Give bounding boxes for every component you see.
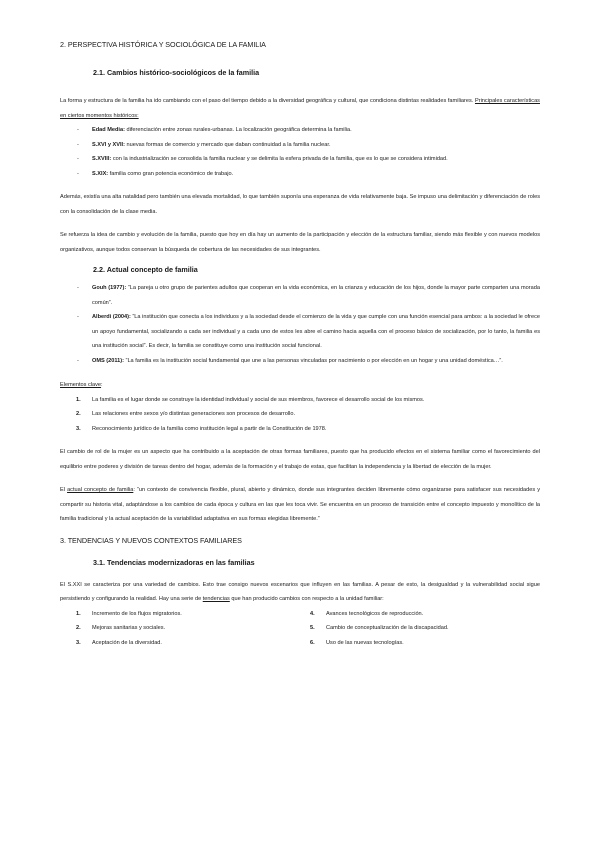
list-item <box>60 167 540 182</box>
item-label: S.XVIII: <box>92 156 112 162</box>
item-number: 2. <box>76 411 81 417</box>
item-number: 1. <box>76 610 81 617</box>
list-item <box>300 607 540 622</box>
item-text: familia como gran potencia económico de trabajo. <box>108 170 234 177</box>
list-item <box>60 152 540 167</box>
definition-author: Alberdi (2004): <box>92 314 131 320</box>
item-text: Las relaciones entre sexos y/o distintas generaciones son procesos de desarrollo. <box>92 411 296 417</box>
trends-post: que han producido cambios con respecto a la unidad familiar: <box>229 596 384 602</box>
item-label: S.XIX: <box>92 170 109 177</box>
item-label: Edad Media: <box>92 127 125 133</box>
list-item <box>60 422 540 437</box>
key-elements-label: Elementos clave <box>60 382 102 388</box>
definition-item <box>60 281 540 310</box>
subsection-2-2-title: 2.2. Actual concepto de familia <box>93 265 198 274</box>
trends-list-right <box>300 607 540 651</box>
list-item <box>60 123 540 138</box>
definition-text: “La familia es la institución social fundamental que une a las personas vinculadas por nacimiento o por elección en un hogar y una unidad doméstica…”. <box>124 357 503 364</box>
item-text: nuevas formas de comercio y mercado que daban continuidad a la familia nuclear. <box>124 141 331 148</box>
natality-paragraph: Además, existía una alta natalidad pero también una elevada mortalidad, lo que también suponía una esperanza de vida relativamente baja. Se impuso una delimitación y diferenciación de roles con la consolidación de la clase media. <box>60 194 540 215</box>
list-item <box>60 407 540 422</box>
list-item <box>60 138 540 153</box>
intro-text: La forma y estructura de la familia ha ido cambiando con el paso del tiempo debido a la diversidad geográfica y cultural, que condiciona distintas realidades familiares. <box>60 98 475 104</box>
current-concept-label: actual concepto de familia <box>67 487 134 493</box>
item-text: Uso de las nuevas tecnologías. <box>326 639 404 646</box>
item-text: Reconocimiento jurídico de la familia como institución legal a partir de la Constitución de 1978. <box>92 425 327 432</box>
item-text: Incremento de los flujos migratorios. <box>92 610 182 617</box>
item-number: 3. <box>76 639 81 646</box>
definition-text: “La institución que conecta a los individuos y a la sociedad desde el comienzo de la vida y que cumple con una función esencial para ambos: a la sociedad le ofrece un apoyo fundamental, socializando a cada ser individual y a cada uno de estos les abre el camino hacia aquella con el proceso básico de socialización, por lo tanto, la familia es una institución social”. Es decir, la familia se constituye como una institución social funcional. <box>92 314 540 349</box>
trends-label: tendencias <box>202 596 230 602</box>
definition-item <box>60 310 540 354</box>
definition-item <box>60 354 540 369</box>
item-text: Mejoras sanitarias y sociales. <box>92 625 166 631</box>
list-item <box>60 621 300 636</box>
subsection-3-1-title: 3.1. Tendencias modernizadoras en las familias <box>93 557 255 567</box>
trends-paragraph <box>60 578 540 607</box>
key-elements-heading <box>60 378 540 393</box>
list-item <box>300 621 540 636</box>
item-text: diferenciación entre zonas rurales-urbanas. La localización geográfica determina la familia. <box>124 127 352 133</box>
item-number: 1. <box>76 396 81 403</box>
definition-author: Gouh (1977): <box>92 285 127 291</box>
trends-right-column <box>300 607 540 651</box>
trends-list-left <box>60 607 300 651</box>
current-concept-pre: El <box>60 487 68 493</box>
item-number: 6. <box>310 639 315 646</box>
section-3-title: 3. TENDENCIAS Y NUEVOS CONTEXTOS FAMILIARES <box>60 535 242 545</box>
current-concept-paragraph <box>60 483 540 527</box>
list-item <box>60 636 300 651</box>
trends-columns <box>60 607 540 651</box>
item-text: Avances tecnológicos de reproducción. <box>326 610 424 617</box>
list-item <box>60 607 300 622</box>
list-item <box>60 393 540 408</box>
item-text: Cambio de conceptualización de la discapacidad. <box>326 625 449 631</box>
item-text: con la industrialización se consolida la familia nuclear y se delimita la esfera privada de la familia, que es lo que se considera intimidad. <box>111 156 448 162</box>
item-number: 4. <box>310 610 315 617</box>
historic-list <box>60 123 540 181</box>
historic-moments-heading: Principales características en ciertos momentos históricos: <box>60 98 540 119</box>
item-number: 3. <box>76 425 81 432</box>
item-label: S.XVI y XVII: <box>92 141 125 148</box>
item-number: 5. <box>310 625 315 631</box>
trends-left-column <box>60 607 300 651</box>
key-elements-list <box>60 393 540 437</box>
definition-text: “La pareja u otro grupo de parientes adultos que cooperan en la vida económica, en la crianza y educación de los hijos, donde la mayor parte comparten una morada común”. <box>92 285 540 306</box>
item-text: La familia es el lugar donde se construye la identidad individual y social de sus miembros, favorece el desarrollo social de los mismos. <box>92 396 425 403</box>
section-2-title: 2. PERSPECTIVA HISTÓRICA Y SOCIOLÓGICA DE LA FAMILIA <box>60 40 266 49</box>
woman-role-paragraph: El cambio de rol de la mujer es un aspecto que ha contribuido a la aceptación de otras formas familiares, puesto que ha producido efectos en el sistema familiar como el favorecimiento del equilibrio entre poderes y división de tareas dentro del hogar, además de la formación y el trabajo de estas, que facilitan la independencia y la libertad de elección de la mujer. <box>60 449 540 470</box>
evolution-paragraph: Se refuerza la idea de cambio y evolución de la familia, puesto que hoy en día hay un aumento de la participación y elección de la estructura familiar, siendo más flexible y con nuevos modelos organizativos, aunque todos conservan la búsqueda de cobertura de las necesidades de sus integrantes. <box>60 232 540 253</box>
trends-pre: El S.XXI se caracteriza por una variedad de cambios. Esto trae consigo nuevos escenarios que influyen en las familias. A pesar de esto, la desigualdad y la vulnerabilidad social sigue persistiendo y configurando la realidad. Hay una serie de <box>60 581 540 602</box>
item-number: 2. <box>76 625 81 631</box>
definitions-list <box>60 281 540 368</box>
list-item <box>300 636 540 651</box>
key-elements-colon: : <box>101 382 103 388</box>
definition-author: OMS (2011): <box>92 357 125 364</box>
item-text: Aceptación de la diversidad. <box>92 639 162 646</box>
current-concept-text: : “un contexto de convivencia flexible, plural, abierto y dinámico, donde sus integrantes deciden libremente cómo organizarse para satisfacer sus necesidades y compartir su historia vital, adaptándose a los cambios de cada época y cultura en las que les toca vivir. Se encuentra en un proceso de transición entre el concepto impuesto y monolítico de la familia tradicional y la actual aceptación de la variabilidad adaptativa en sus formas elegidas libremente.” <box>60 487 540 522</box>
intro-paragraph <box>60 94 540 123</box>
subsection-2-1-title: 2.1. Cambios histórico-sociológicos de la familia <box>93 68 260 77</box>
